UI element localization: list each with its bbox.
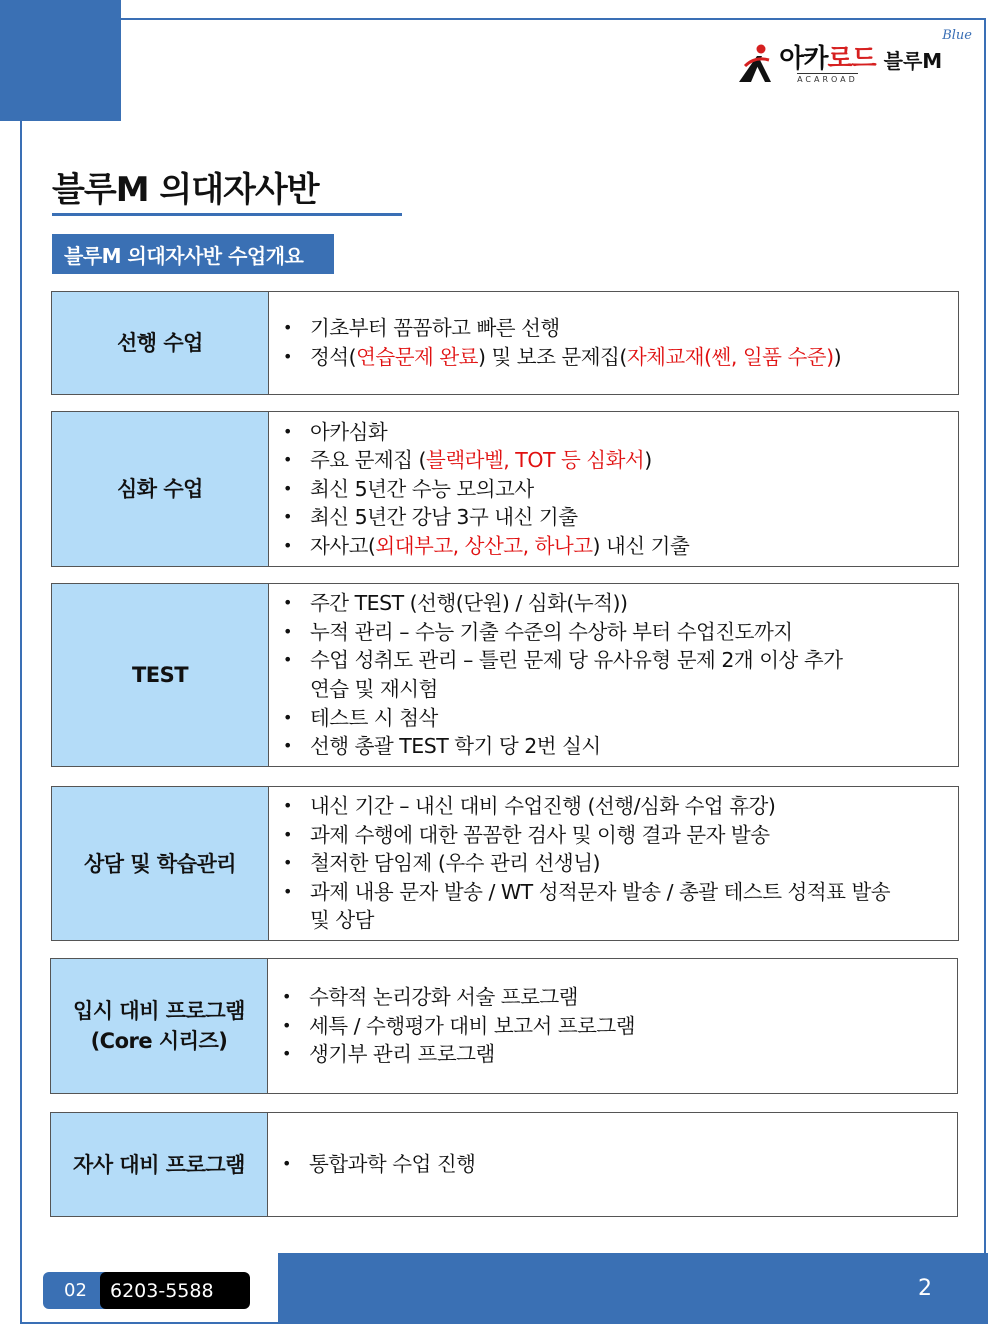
item-text: ) 및 보조 문제집( <box>477 345 627 369</box>
item-text: 자사고( <box>310 533 376 558</box>
item-text: 내신 기간 – 내신 대비 수업진행 (선행/심화 수업 휴강) <box>310 794 776 819</box>
item-text: ) 내신 기출 <box>592 533 690 558</box>
acaroad-logo <box>735 28 972 84</box>
item-text: 수학적 논리강화 서술 프로그램 <box>309 985 578 1010</box>
table-row <box>51 291 959 395</box>
list-item <box>283 503 689 532</box>
phone-badge <box>43 1272 250 1309</box>
item-text: 최신 5년간 수능 모의고사 <box>310 476 534 501</box>
list-item <box>283 878 890 935</box>
table-row <box>51 786 959 941</box>
list-item <box>283 732 842 761</box>
list-item <box>283 314 841 343</box>
row-label: TEST <box>52 584 269 766</box>
item-text: 과제 수행에 대한 꼼꼼한 검사 및 이행 결과 문자 발송 <box>310 822 770 847</box>
bullet-list <box>283 314 841 371</box>
list-item <box>283 475 689 504</box>
highlight-text: 자체교재(쎈, 일품 수준) <box>626 345 834 369</box>
list-item <box>283 704 842 733</box>
section-label: 블루M 의대자사반 수업개요 <box>52 234 334 274</box>
highlight-text: 블랙라벨, TOT 등 심화서 <box>426 448 645 473</box>
item-text: 기초부터 꼼꼼하고 빠른 선행 <box>310 316 560 341</box>
row-content <box>268 1113 957 1216</box>
logo-script: Blue <box>942 28 972 43</box>
table-row <box>51 411 959 567</box>
item-text: 선행 총괄 TEST 학기 당 2번 실시 <box>310 734 601 759</box>
list-item <box>282 1012 635 1041</box>
table-row <box>50 958 958 1094</box>
bullet-list <box>283 792 890 935</box>
list-item <box>282 1150 475 1179</box>
item-text: 및 상담 <box>310 908 374 933</box>
item-text: ) <box>833 345 842 369</box>
list-item <box>283 446 689 475</box>
table-row <box>50 1112 958 1217</box>
page-title: 블루M 의대자사반 <box>52 170 319 210</box>
item-text: 통합과학 수업 진행 <box>309 1152 476 1177</box>
item-text: 생기부 관리 프로그램 <box>309 1042 495 1067</box>
list-item <box>283 792 890 821</box>
row-label: 상담 및 학습관리 <box>52 787 269 940</box>
item-text: 정석( <box>310 345 357 369</box>
item-text: 수업 성취도 관리 – 틀린 문제 당 유사유형 문제 2개 이상 추가 <box>310 648 843 673</box>
logo-text-red: 로드 <box>827 44 876 74</box>
list-item <box>283 589 842 618</box>
row-content <box>269 584 958 766</box>
logo-subtitle: ACAROAD <box>797 75 858 84</box>
item-text: 아카심화 <box>310 419 388 444</box>
item-text: 연습 및 재시험 <box>310 677 438 701</box>
row-content <box>268 959 957 1093</box>
row-content <box>269 292 958 394</box>
row-content <box>269 787 958 940</box>
item-text: 세특 / 수행평가 대비 보고서 프로그램 <box>309 1013 636 1038</box>
bullet-list <box>282 1150 475 1179</box>
phone-area-code: 02 <box>43 1272 108 1309</box>
table-row <box>51 583 959 767</box>
item-text: 누적 관리 – 수능 기출 수준의 수상하 부터 수업진도까지 <box>310 619 793 644</box>
page-number: 2 <box>918 1276 932 1301</box>
row-label: 입시 대비 프로그램 (Core 시리즈) <box>51 959 268 1093</box>
phone-number: 6203-5588 <box>100 1272 250 1309</box>
row-label: 심화 수업 <box>52 412 269 566</box>
bullet-list <box>283 589 842 761</box>
title-underline <box>52 213 402 216</box>
item-text: 과제 내용 문자 발송 / WT 성적문자 발송 / 총괄 테스트 성적표 발송 <box>310 879 891 904</box>
highlight-text: 연습문제 완료 <box>356 345 478 369</box>
row-label: 자사 대비 프로그램 <box>51 1113 268 1216</box>
logo-text-black: 아카 <box>779 44 828 74</box>
logo-wordmark <box>779 45 875 84</box>
item-text: 주간 TEST (선행(단원) / 심화(누적)) <box>310 591 628 616</box>
item-text: 주요 문제집 ( <box>310 448 427 473</box>
list-item <box>283 618 842 647</box>
corner-accent-block <box>0 0 121 121</box>
list-item <box>282 983 635 1012</box>
item-text: 최신 5년간 강남 3구 내신 기출 <box>310 505 578 530</box>
list-item <box>283 849 890 878</box>
list-item <box>283 343 841 372</box>
highlight-text: 외대부고, 상산고, 하나고 <box>375 533 593 558</box>
row-content <box>269 412 958 566</box>
logo-brand: 블루M <box>883 49 943 73</box>
runner-logo-icon <box>735 42 777 84</box>
list-item <box>283 532 689 561</box>
bullet-list <box>283 418 689 561</box>
item-text: 테스트 시 첨삭 <box>310 705 438 730</box>
list-item <box>283 646 842 703</box>
footer-bar <box>278 1253 988 1324</box>
row-label: 선행 수업 <box>52 292 269 394</box>
list-item <box>283 418 689 447</box>
item-text: 철저한 담임제 (우수 관리 선생님) <box>310 851 600 876</box>
item-text: ) <box>644 448 652 473</box>
list-item <box>283 821 890 850</box>
bullet-list <box>282 983 635 1069</box>
list-item <box>282 1040 635 1069</box>
